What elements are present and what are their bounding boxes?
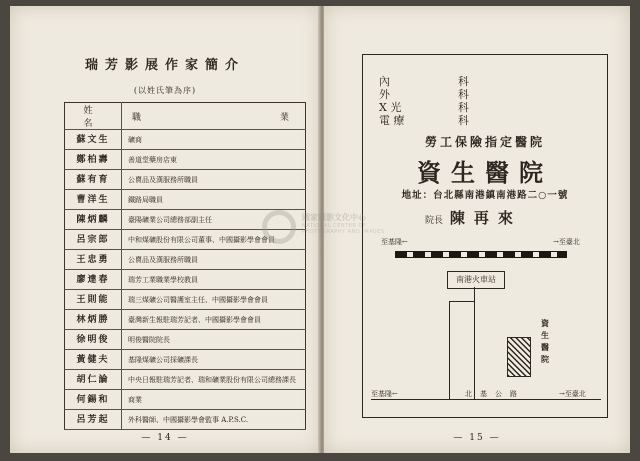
service-item: [379, 88, 469, 101]
director-name: 陳再來: [449, 209, 522, 227]
member-name: 胡仁論: [65, 370, 122, 390]
member-name: 廖達春: [65, 270, 122, 290]
service-item: [379, 101, 469, 114]
member-name: 陳炳麟: [65, 210, 122, 230]
header-name: 姓 名: [65, 103, 122, 130]
header-job: [122, 103, 306, 130]
map-to-keelung-top: 至基隆←: [381, 238, 408, 246]
service-item: [379, 114, 469, 127]
archive-watermark: [262, 210, 402, 246]
member-name: 王忠勇: [65, 250, 122, 270]
building-label-char: 資: [541, 318, 549, 328]
table-row: [65, 310, 306, 330]
map-station-box: 南港火車站: [447, 271, 505, 289]
service-suffix: 科: [458, 114, 469, 127]
table-row: [65, 410, 306, 430]
member-occupation: 外科醫師、中國攝影學會監事 A.P.S.C.: [122, 410, 306, 430]
service-name: 電 療: [379, 114, 405, 127]
member-name: 呂芳起: [65, 410, 122, 430]
member-occupation: 中央日報駐瑞芳記者、瑞和礦業股份有限公司總務課長: [122, 370, 306, 390]
table-row: [65, 370, 306, 390]
service-name: 內: [379, 75, 390, 88]
station-street: [474, 287, 475, 399]
table-row: [65, 390, 306, 410]
watermark-logo-icon: [262, 210, 296, 244]
member-occupation: 商業: [122, 390, 306, 410]
member-name: 蘇文生: [65, 130, 122, 150]
map-to-taipei-bottom: →至臺北: [559, 390, 586, 398]
roster-title: 瑞芳影展作家簡介: [84, 58, 245, 73]
member-occupation: 臺陽礦業公司總務部副主任: [122, 210, 306, 230]
watermark-en: NATIONAL CENTER OF PHOTOGRAPHY AND IMAGES: [302, 223, 385, 235]
table-row: [65, 170, 306, 190]
map-to-taipei-top: →至臺北: [553, 238, 580, 246]
table-row: [65, 190, 306, 210]
roster-note: (以姓氏筆為序): [133, 86, 197, 95]
hospital-address: 地址：台北縣南港鎮南港路二○一號: [401, 190, 569, 201]
building-label-char: 院: [541, 354, 549, 364]
member-name: 徐明俊: [65, 330, 122, 350]
member-name: 王則能: [65, 290, 122, 310]
left-street: [449, 301, 450, 399]
table-row: [65, 150, 306, 170]
building-label-char: 生: [541, 330, 549, 340]
header-job-start: 職: [132, 112, 144, 123]
page-number-left: — 14 —: [141, 433, 189, 443]
member-name: 鄭柏壽: [65, 150, 122, 170]
services-list: [379, 75, 469, 127]
member-occupation: 明俊醫院院長: [122, 330, 306, 350]
member-occupation: 瑞芳工業職業學校教員: [122, 270, 306, 290]
service-suffix: 科: [458, 101, 469, 114]
hospital-building-mark: [507, 337, 531, 377]
member-name: 蘇有育: [65, 170, 122, 190]
service-name: 外: [379, 88, 390, 101]
member-occupation: 鐵路局職員: [122, 190, 306, 210]
location-map: [371, 231, 601, 407]
member-name: 何錫和: [65, 390, 122, 410]
table-row: [65, 290, 306, 310]
service-item: [379, 75, 469, 88]
photographer-roster-table: [64, 102, 306, 430]
hospital-name: 資生醫院: [417, 158, 553, 187]
map-to-keelung-bottom: 至基隆←: [371, 390, 398, 398]
service-name: X 光: [379, 101, 402, 114]
member-occupation: 臺灣新生報駐瑞芳記者、中國攝影學會會員: [122, 310, 306, 330]
member-name: 林炳勝: [65, 310, 122, 330]
left-street-top: [449, 301, 474, 302]
map-road-name: 北基公路: [465, 390, 525, 398]
service-suffix: 科: [458, 88, 469, 101]
service-suffix: 科: [458, 75, 469, 88]
member-name: 曹洋生: [65, 190, 122, 210]
north-keelung-highway: [371, 399, 601, 400]
member-occupation: 公賣品及漢服務所職員: [122, 250, 306, 270]
insured-hospital-label: 勞工保險指定醫院: [424, 135, 545, 149]
table-row: [65, 130, 306, 150]
director-line: [425, 207, 595, 228]
member-occupation: 公賣品及漢服務所職員: [122, 170, 306, 190]
member-name: 呂宗郎: [65, 230, 122, 250]
member-occupation: 中和煤礦股份有限公司董事、中國攝影學會會員: [122, 230, 306, 250]
member-occupation: 善道堂藥房店東: [122, 150, 306, 170]
member-occupation: 瑞三煤礦公司醫護室主任、中國攝影學會會員: [122, 290, 306, 310]
railway-line: [395, 251, 567, 258]
table-row: [65, 350, 306, 370]
watermark-cn: 國家攝影文化中心: [302, 213, 366, 222]
table-row: [65, 330, 306, 350]
member-occupation: 礦商: [122, 130, 306, 150]
table-row: [65, 270, 306, 290]
map-building-label: [539, 317, 551, 365]
member-occupation: 基隆煤礦公司採礦課長: [122, 350, 306, 370]
header-job-end: 業: [279, 112, 291, 123]
director-label: 院長: [425, 216, 444, 226]
page-number-right: — 15 —: [453, 433, 501, 443]
member-name: 黃健夫: [65, 350, 122, 370]
table-row: [65, 250, 306, 270]
roster-header-row: [65, 103, 306, 130]
building-label-char: 醫: [541, 342, 549, 352]
